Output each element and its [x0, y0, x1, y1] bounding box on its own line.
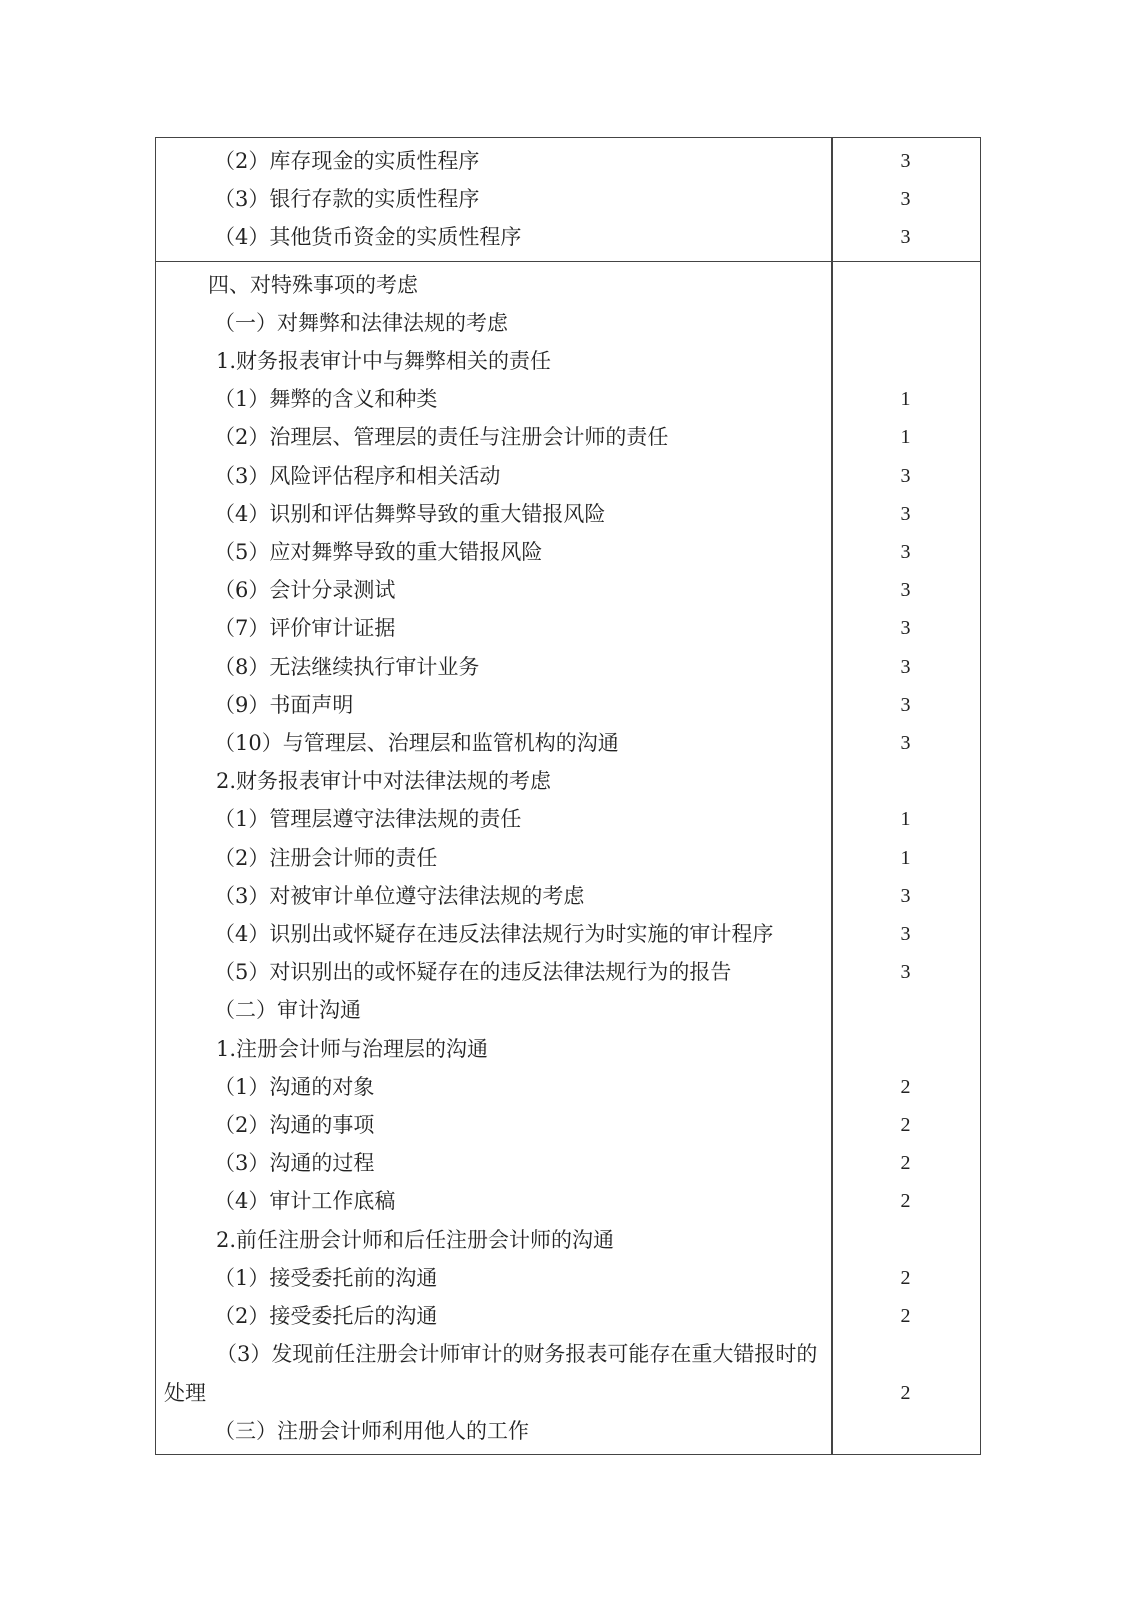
topic-text: （4）识别出或怀疑存在违反法律法规行为时实施的审计程序	[214, 922, 774, 947]
table-row	[156, 266, 980, 304]
level-value: 3	[900, 226, 911, 249]
level-value	[831, 304, 980, 342]
topic-text: （三）注册会计师利用他人的工作	[214, 1418, 529, 1443]
table-row	[156, 953, 980, 991]
topic-text: 1.财务报表审计中与舞弊相关的责任	[216, 349, 552, 374]
table-row	[156, 686, 980, 724]
topic-text: （3）银行存款的实质性程序	[214, 187, 480, 212]
topic-text: （1）接受委托前的沟通	[214, 1265, 438, 1290]
level-value: 3	[900, 732, 911, 755]
level-value	[831, 342, 980, 380]
level-value: 3	[900, 617, 911, 640]
table-row	[156, 609, 980, 647]
table-row	[156, 1144, 980, 1182]
table-row	[156, 991, 980, 1029]
topic-text: 2.前任注册会计师和后任注册会计师的沟通	[216, 1227, 615, 1252]
table-row	[156, 839, 980, 877]
level-value	[831, 1412, 980, 1450]
table-row	[156, 762, 980, 800]
table-row	[156, 495, 980, 533]
level-value: 3	[900, 884, 911, 907]
level-value: 3	[900, 655, 911, 678]
topic-text: （10）与管理层、治理层和监管机构的沟通	[214, 731, 619, 756]
topic-text: （4）审计工作底稿	[214, 1189, 396, 1214]
level-value	[831, 1030, 980, 1068]
level-value: 3	[900, 150, 911, 172]
topic-text: （3）对被审计单位遵守法律法规的考虑	[214, 883, 585, 908]
topic-text: 1.注册会计师与治理层的沟通	[216, 1036, 489, 1061]
topic-text: 2.财务报表审计中对法律法规的考虑	[216, 769, 552, 794]
topic-text: （2）接受委托后的沟通	[214, 1304, 438, 1329]
level-value: 3	[900, 502, 911, 525]
topic-text: 四、对特殊事项的考虑	[208, 272, 418, 297]
level-value: 1	[900, 426, 911, 449]
topic-text: （二）审计沟通	[214, 998, 361, 1023]
level-value: 2	[900, 1114, 911, 1137]
column-divider	[831, 138, 833, 261]
table-row	[156, 1335, 980, 1411]
column-divider	[831, 262, 833, 1454]
table-row	[156, 418, 980, 456]
topic-text: （1）舞弊的含义和种类	[214, 387, 438, 412]
topic-text: （4）其他货币资金的实质性程序	[214, 225, 522, 250]
level-value: 2	[900, 1075, 911, 1098]
table-row	[156, 915, 980, 953]
level-value	[831, 1221, 980, 1259]
table-row	[156, 142, 980, 180]
table-row	[156, 457, 980, 495]
level-value: 3	[900, 923, 911, 946]
table-row	[156, 1068, 980, 1106]
table-row	[156, 648, 980, 686]
table-row	[156, 724, 980, 762]
table-row	[156, 1412, 980, 1450]
level-value: 2	[900, 1381, 911, 1404]
topic-text: （1）管理层遵守法律法规的责任	[214, 807, 522, 832]
topic-text: （9）书面声明	[214, 692, 354, 717]
table-row	[156, 304, 980, 342]
level-value: 2	[900, 1190, 911, 1213]
level-value: 2	[900, 1152, 911, 1175]
level-value	[831, 266, 980, 304]
topic-text: （2）注册会计师的责任	[214, 845, 438, 870]
topic-text: （6）会计分录测试	[214, 578, 396, 603]
level-value	[831, 991, 980, 1029]
level-value: 1	[900, 388, 911, 411]
level-value: 2	[900, 1305, 911, 1328]
table-row	[156, 800, 980, 838]
table-row	[156, 1182, 980, 1220]
table-row	[156, 1030, 980, 1068]
topic-text: （3）沟通的过程	[214, 1151, 375, 1176]
level-value	[831, 762, 980, 800]
table-row	[156, 180, 980, 218]
table-row	[156, 380, 980, 418]
topic-text: （3）发现前任注册会计师审计的财务报表可能存在重大错报时的处理	[164, 1342, 818, 1405]
syllabus-table	[155, 137, 981, 1455]
topic-text: （2）治理层、管理层的责任与注册会计师的责任	[214, 425, 669, 450]
topic-text: （5）应对舞弊导致的重大错报风险	[214, 540, 543, 565]
level-value: 1	[900, 808, 911, 831]
level-value: 1	[900, 846, 911, 869]
level-value: 3	[900, 464, 911, 487]
level-value: 3	[900, 541, 911, 564]
level-value: 3	[900, 693, 911, 716]
level-value: 3	[900, 961, 911, 984]
table-row	[156, 571, 980, 609]
level-value: 3	[900, 579, 911, 602]
topic-text: （一）对舞弊和法律法规的考虑	[214, 310, 508, 335]
topic-text: （4）识别和评估舞弊导致的重大错报风险	[214, 501, 606, 526]
table-row	[156, 342, 980, 380]
topic-text: （2）库存现金的实质性程序	[214, 149, 480, 173]
topic-text: （7）评价审计证据	[214, 616, 396, 641]
level-value: 2	[900, 1266, 911, 1289]
table-block-2	[155, 262, 981, 1455]
topic-text: （8）无法继续执行审计业务	[214, 654, 480, 679]
table-row	[156, 533, 980, 571]
table-block-1	[155, 137, 981, 262]
table-row	[156, 1106, 980, 1144]
topic-text: （2）沟通的事项	[214, 1113, 375, 1138]
table-row	[156, 877, 980, 915]
topic-text: （3）风险评估程序和相关活动	[214, 463, 501, 488]
table-row	[156, 1259, 980, 1297]
topic-text: （1）沟通的对象	[214, 1074, 375, 1099]
topic-text: （5）对识别出的或怀疑存在的违反法律法规行为的报告	[214, 960, 732, 985]
level-value: 3	[900, 188, 911, 211]
table-row	[156, 218, 980, 256]
table-row	[156, 1221, 980, 1259]
table-row	[156, 1297, 980, 1335]
